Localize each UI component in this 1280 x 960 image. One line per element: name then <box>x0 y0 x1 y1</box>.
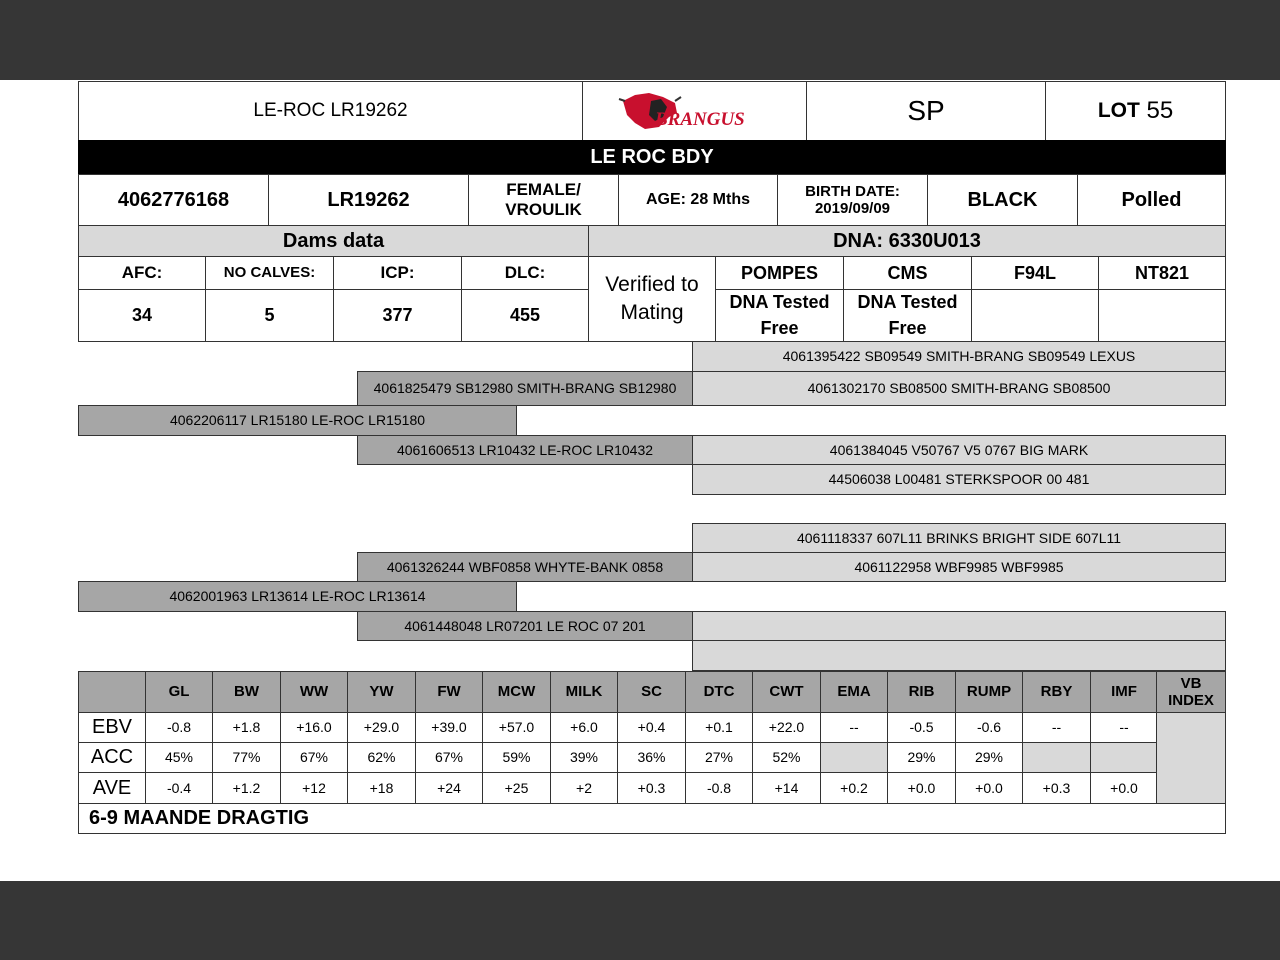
logo-text: BRANGUS <box>654 109 745 130</box>
ebv-header-imf: IMF <box>1090 671 1158 713</box>
ebv-cell-ave-rib: +0.0 <box>887 772 956 804</box>
ebv-cell-ave-yw: +18 <box>347 772 416 804</box>
ebv-cell-ebv-rump: -0.6 <box>955 712 1023 743</box>
brangus-logo <box>615 87 775 135</box>
ebv-cell-ave-ema: +0.2 <box>820 772 888 804</box>
ebv-cell-ave-rby: +0.3 <box>1022 772 1091 804</box>
ebv-cell-acc-fw: 67% <box>415 742 483 773</box>
ebv-cell-ave-cwt: +14 <box>752 772 821 804</box>
ebv-header-bw: BW <box>212 671 281 713</box>
ebv-cell-acc-ema <box>820 742 888 773</box>
ebv-cell-acc-sc: 36% <box>617 742 686 773</box>
ebv-header-ema: EMA <box>820 671 888 713</box>
ebv-header-dtc: DTC <box>685 671 753 713</box>
dna-value-f94l <box>971 289 1099 342</box>
top-band <box>0 0 1280 80</box>
ebv-header-fw: FW <box>415 671 483 713</box>
dams-label-calves: NO CALVES: <box>205 256 334 290</box>
ebv-cell-ave-dtc: -0.8 <box>685 772 753 804</box>
dams-data-header: Dams data <box>78 225 589 257</box>
ebv-cell-ebv-mcw: +57.0 <box>482 712 551 743</box>
pedigree-sire-dam-dam: 44506038 L00481 STERKSPOOR 00 481 <box>692 464 1226 495</box>
lot-number: 55 <box>1146 97 1174 125</box>
ebv-header-corner <box>78 671 146 713</box>
ebv-cell-acc-cwt: 52% <box>752 742 821 773</box>
ebv-cell-ebv-fw: +39.0 <box>415 712 483 743</box>
ebv-cell-acc-rby <box>1022 742 1091 773</box>
dna-header: DNA: 6330U013 <box>588 225 1226 257</box>
horn-status: Polled <box>1077 174 1226 226</box>
ebv-cell-ave-bw: +1.2 <box>212 772 281 804</box>
ebv-cell-acc-rump: 29% <box>955 742 1023 773</box>
ebv-header-rib: RIB <box>887 671 956 713</box>
dams-value-afc: 34 <box>78 289 206 342</box>
dna-label-nt821: NT821 <box>1098 256 1226 290</box>
ebv-header-mcw: MCW <box>482 671 551 713</box>
ebv-cell-ebv-cwt: +22.0 <box>752 712 821 743</box>
lot-label: LOT <box>1097 98 1140 122</box>
ebv-cell-ebv-dtc: +0.1 <box>685 712 753 743</box>
ebv-header-ww: WW <box>280 671 348 713</box>
dams-value-calves: 5 <box>205 289 334 342</box>
ebv-header-rump: RUMP <box>955 671 1023 713</box>
ebv-header-milk: MILK <box>550 671 618 713</box>
ebv-cell-acc-rib: 29% <box>887 742 956 773</box>
ebv-cell-ebv-bw: +1.8 <box>212 712 281 743</box>
pedigree-sire: 4062206117 LR15180 LE-ROC LR15180 <box>78 405 517 436</box>
ebv-cell-ebv-ema: -- <box>820 712 888 743</box>
pedigree-sire-dam-sire: 4061384045 V50767 V5 0767 BIG MARK <box>692 435 1226 465</box>
dams-value-dlc: 455 <box>461 289 589 342</box>
dams-value-icp: 377 <box>333 289 462 342</box>
ebv-cell-ave-sc: +0.3 <box>617 772 686 804</box>
animal-name-cell: LE-ROC LR19262 <box>78 81 583 141</box>
ebv-cell-acc-dtc: 27% <box>685 742 753 773</box>
ebv-cell-ebv-gl: -0.8 <box>145 712 213 743</box>
ebv-cell-ebv-rib: -0.5 <box>887 712 956 743</box>
ebv-cell-acc-ww: 67% <box>280 742 348 773</box>
pedigree-dam: 4062001963 LR13614 LE-ROC LR13614 <box>78 581 517 612</box>
ebv-header-cwt: CWT <box>752 671 821 713</box>
animal-id: 4062776168 <box>78 174 269 226</box>
logo-cell <box>582 81 807 141</box>
ebv-header-sc: SC <box>617 671 686 713</box>
pedigree-dam-sire-dam: 4061122958 WBF9985 WBF9985 <box>692 552 1226 582</box>
animal-age: AGE: 28 Mths <box>618 174 778 226</box>
ebv-header-gl: GL <box>145 671 213 713</box>
ebv-cell-ebv-imf: -- <box>1090 712 1158 743</box>
ebv-cell-ave-milk: +2 <box>550 772 618 804</box>
pedigree-dam-dam-sire <box>692 611 1226 641</box>
ebv-cell-ave-gl: -0.4 <box>145 772 213 804</box>
ebv-cell-acc-bw: 77% <box>212 742 281 773</box>
ebv-cell-ave-imf: +0.0 <box>1090 772 1158 804</box>
ave-row-label: AVE <box>78 772 146 804</box>
ebv-cell-ave-rump: +0.0 <box>955 772 1023 804</box>
ebv-cell-ebv-milk: +6.0 <box>550 712 618 743</box>
ebv-cell-acc-milk: 39% <box>550 742 618 773</box>
bottom-band <box>0 881 1280 960</box>
dna-label-pompes: POMPES <box>715 256 844 290</box>
pedigree-sire-sire-dam: 4061302170 SB08500 SMITH-BRANG SB08500 <box>692 371 1226 406</box>
acc-row-label: ACC <box>78 742 146 773</box>
ebv-cell-acc-imf <box>1090 742 1158 773</box>
ebv-cell-ave-fw: +24 <box>415 772 483 804</box>
ebv-cell-ebv-sc: +0.4 <box>617 712 686 743</box>
lot-cell <box>1045 81 1226 141</box>
ebv-cell-ave-ww: +12 <box>280 772 348 804</box>
dams-label-afc: AFC: <box>78 256 206 290</box>
pedigree-dam-sire-sire: 4061118337 607L11 BRINKS BRIGHT SIDE 607L11 <box>692 523 1226 553</box>
ebv-cell-ebv-yw: +29.0 <box>347 712 416 743</box>
pregnancy-note: 6-9 MAANDE DRAGTIG <box>78 803 1226 834</box>
pedigree-dam-dam: 4061448048 LR07201 LE ROC 07 201 <box>357 611 693 641</box>
animal-sex: FEMALE/ VROULIK <box>468 174 619 226</box>
verified-to-mating: Verified to Mating <box>588 256 716 342</box>
pedigree-dam-sire: 4061326244 WBF0858 WHYTE-BANK 0858 <box>357 552 693 582</box>
ebv-row-label: EBV <box>78 712 146 743</box>
dna-label-cms: CMS <box>843 256 972 290</box>
pedigree-dam-dam-dam <box>692 640 1226 671</box>
ebv-cell-ebv-ww: +16.0 <box>280 712 348 743</box>
pedigree-sire-sire: 4061825479 SB12980 SMITH-BRANG SB12980 <box>357 371 693 406</box>
dams-label-icp: ICP: <box>333 256 462 290</box>
ebv-header-rby: RBY <box>1022 671 1091 713</box>
ebv-cell-acc-gl: 45% <box>145 742 213 773</box>
ebv-header-vb-index: VB INDEX <box>1156 671 1226 713</box>
dna-label-f94l: F94L <box>971 256 1099 290</box>
pedigree-sire-sire-sire: 4061395422 SB09549 SMITH-BRANG SB09549 LEXUS <box>692 341 1226 372</box>
animal-color: BLACK <box>927 174 1078 226</box>
category-cell: SP <box>806 81 1046 141</box>
animal-reg: LR19262 <box>268 174 469 226</box>
ebv-cell-ave-mcw: +25 <box>482 772 551 804</box>
pedigree-sire-dam: 4061606513 LR10432 LE-ROC LR10432 <box>357 435 693 465</box>
animal-title: LE ROC BDY <box>78 140 1226 175</box>
dna-value-nt821 <box>1098 289 1226 342</box>
birth-date: BIRTH DATE: 2019/09/09 <box>777 174 928 226</box>
dna-value-pompes: DNA Tested Free <box>715 289 844 342</box>
ebv-cell-ebv-rby: -- <box>1022 712 1091 743</box>
dams-label-dlc: DLC: <box>461 256 589 290</box>
dna-value-cms: DNA Tested Free <box>843 289 972 342</box>
ebv-header-yw: YW <box>347 671 416 713</box>
ebv-cell-acc-mcw: 59% <box>482 742 551 773</box>
vb-index-value <box>1156 712 1226 804</box>
ebv-cell-acc-yw: 62% <box>347 742 416 773</box>
